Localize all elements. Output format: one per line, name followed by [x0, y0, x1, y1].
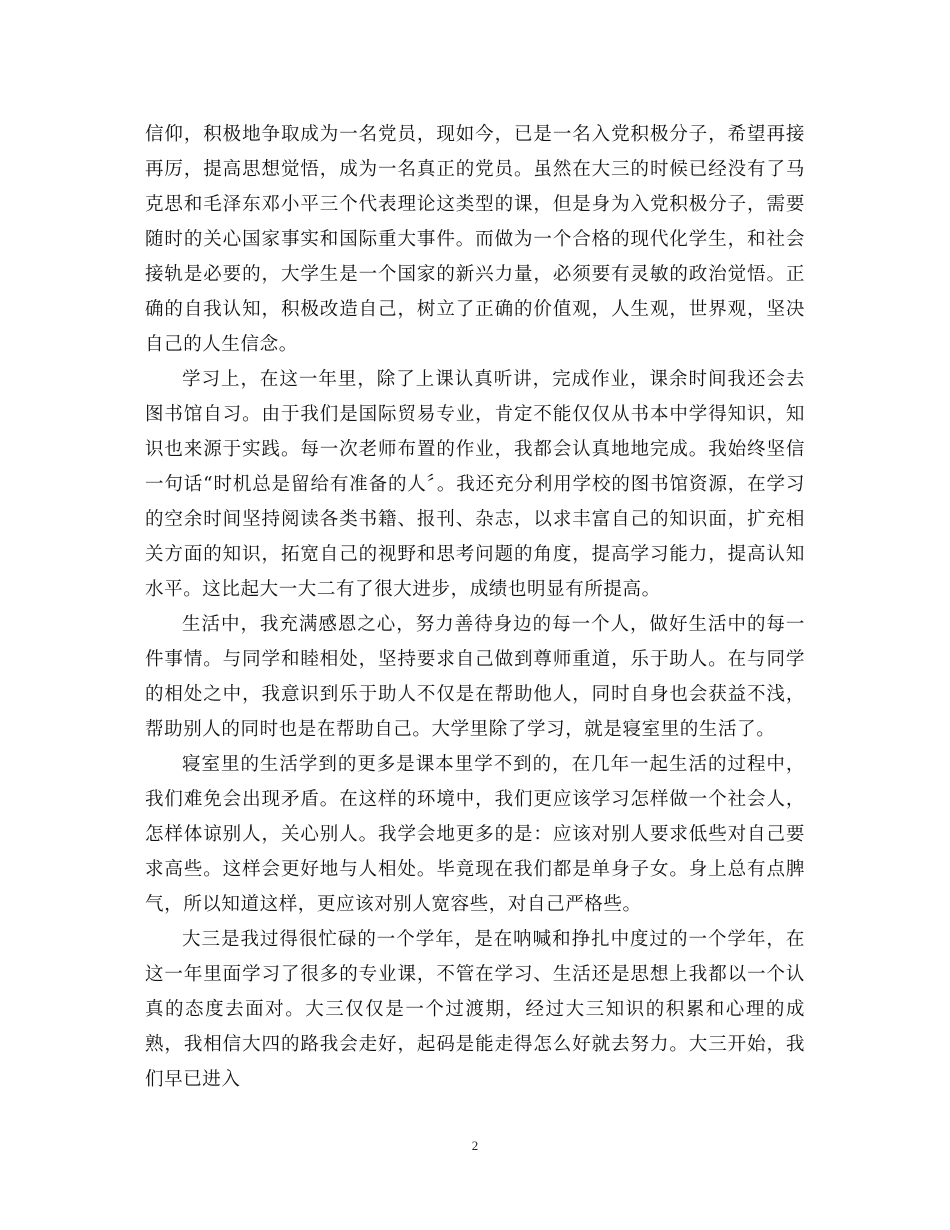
paragraph-study: 学习上，在这一年里，除了上课认真听讲，完成作业，课余时间我还会去图书馆自习。由于我们是国际贸易专业，肯定不能仅仅从书本中学得知识，知识也来源于实践。每一次老师布置的作业，我都会认真地地完成。我始终坚信一句话“时机总是留给有准备的人〞。我还充分利用学校的图书馆资源，在学习的空余时间坚持阅读各类书籍、报刊、杂志，以求丰富自己的知识面，扩充相关方面的知识，拓宽自己的视野和思考问题的角度，提高学习能力，提高认知水平。这比起大一大二有了很大进步，成绩也明显有所提高。 [145, 369, 805, 600]
paragraph-life: 生活中，我充满感恩之心，努力善待身边的每一个人，做好生活中的每一件事情。与同学和睦相处，坚持要求自己做到尊师重道，乐于助人。在与同学的相处之中，我意识到乐于助人不仅是在帮助他人，同时自身也会获益不浅，帮助别人的同时也是在帮助自己。大学里除了学习，就是寝室里的生活了。 [145, 614, 805, 740]
paragraph-junior-year: 大三是我过得很忙碌的一个学年，是在呐喊和挣扎中度过的一个学年，在这一年里面学习了很多的专业课，不管在学习、生活还是思想上我都以一个认真的态度去面对。大三仅仅是一个过渡期，经过大三知识的积累和心理的成熟，我相信大四的路我会走好，起码是能走得怎么好就去努力。大三开始，我们早已进入 [145, 929, 805, 1090]
paragraph-political-belief: 信仰，积极地争取成为一名党员，现如今，已是一名入党积极分子，希望再接再厉，提高思想觉悟，成为一名真正的党员。虽然在大三的时候已经没有了马克思和毛泽东邓小平三个代表理论这类型的课，但是身为入党积极分子，需要随时的关心国家事实和国际重大事件。而做为一个合格的现代化学生，和社会接轨是必要的，大学生是一个国家的新兴力量，必须要有灵敏的政治觉悟。正确的自我认知，积极改造自己，树立了正确的价值观，人生观，世界观，坚决自己的人生信念。 [145, 124, 805, 355]
paragraph-dormitory: 寝室里的生活学到的更多是课本里学不到的，在几年一起生活的过程中，我们难免会出现矛盾。在这样的环境中，我们更应该学习怎样做一个社会人，怎样体谅别人，关心别人。我学会地更多的是：应该对别人要求低些对自己要求高些。这样会更好地与人相处。毕竟现在我们都是单身子女。身上总有点脾气，所以知道这样，更应该对别人宽容些，对自己严格些。 [145, 754, 805, 915]
page-number: 2 [471, 1138, 479, 1153]
document-body [145, 117, 805, 1097]
